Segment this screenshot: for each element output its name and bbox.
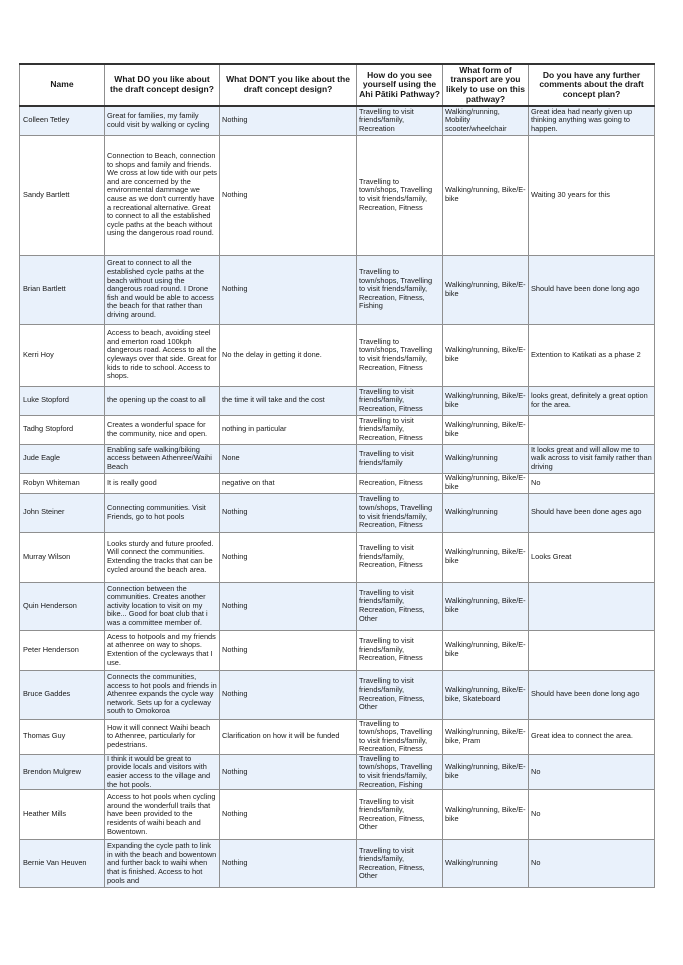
- header-use: How do you see yourself using the Ahi Pātiki Pathway?: [357, 64, 443, 106]
- cell-comments: Waiting 30 years for this: [529, 135, 655, 255]
- cell-comments: looks great, definitely a great option for the area.: [529, 386, 655, 415]
- cell-use: Travelling to town/shops, Travelling to visit friends/family, Recreation, Fitness: [357, 324, 443, 386]
- cell-comments: No: [529, 840, 655, 888]
- cell-transport: Walking/running, Bike/E-bike: [443, 324, 529, 386]
- table-row: [20, 386, 655, 415]
- table-row: [20, 324, 655, 386]
- cell-comments: No: [529, 790, 655, 840]
- table-body: [20, 106, 655, 888]
- cell-name: Quin Henderson: [20, 582, 105, 630]
- header-comments: Do you have any further comments about the draft concept plan?: [529, 64, 655, 106]
- cell-name: Sandy Bartlett: [20, 135, 105, 255]
- cell-name: Bruce Gaddes: [20, 670, 105, 719]
- table-row: [20, 444, 655, 473]
- cell-comments: [529, 630, 655, 670]
- cell-transport: Walking/running: [443, 444, 529, 473]
- cell-transport: Walking/running: [443, 840, 529, 888]
- cell-use: Travelling to town/shops, Travelling to visit friends/family, Recreation, Fitness, Fishing: [357, 255, 443, 324]
- cell-dislike: No the delay in getting it done.: [220, 324, 357, 386]
- cell-like: I think it would be great to provide locals and visitors with easier access to the village and the hot pools.: [105, 754, 220, 789]
- table-row: [20, 135, 655, 255]
- cell-name: Luke Stopford: [20, 386, 105, 415]
- table-row: [20, 790, 655, 840]
- cell-like: Looks sturdy and future proofed. Will connect the communities. Extending the tracks that can be cycled around the beach area.: [105, 532, 220, 582]
- cell-use: Travelling to visit friends/family, Recreation, Fitness: [357, 532, 443, 582]
- cell-name: Colleen Tetley: [20, 106, 105, 135]
- cell-dislike: Clarification on how it will be funded: [220, 719, 357, 754]
- cell-dislike: Nothing: [220, 493, 357, 532]
- cell-like: Great for families, my family could visit by walking or cycling: [105, 106, 220, 135]
- cell-dislike: Nothing: [220, 582, 357, 630]
- table-header-row: [20, 64, 655, 106]
- cell-use: Travelling to town/shops, Travelling to visit friends/family, Recreation, Fitness: [357, 719, 443, 754]
- cell-comments: Looks Great: [529, 532, 655, 582]
- cell-comments: No: [529, 754, 655, 789]
- cell-dislike: Nothing: [220, 106, 357, 135]
- cell-name: Kerri Hoy: [20, 324, 105, 386]
- cell-transport: Walking/running, Bike/E-bike: [443, 754, 529, 789]
- cell-use: Travelling to visit friends/family: [357, 444, 443, 473]
- cell-use: Recreation, Fitness: [357, 473, 443, 493]
- cell-dislike: the time it will take and the cost: [220, 386, 357, 415]
- cell-transport: Walking/running, Bike/E-bike: [443, 532, 529, 582]
- cell-comments: Should have been done long ago: [529, 670, 655, 719]
- table-row: [20, 670, 655, 719]
- cell-name: Brian Bartlett: [20, 255, 105, 324]
- cell-dislike: Nothing: [220, 135, 357, 255]
- cell-like: Creates a wonderful space for the community, nice and open.: [105, 415, 220, 444]
- cell-comments: No: [529, 473, 655, 493]
- cell-name: Jude Eagle: [20, 444, 105, 473]
- cell-like: Expanding the cycle path to link in with the beach and bowentown and further back to waihi when that is finished. Access to hot pools and: [105, 840, 220, 888]
- cell-name: Brendon Mulgrew: [20, 754, 105, 789]
- cell-use: Travelling to visit friends/family, Recreation, Fitness, Other: [357, 840, 443, 888]
- cell-like: Connection between the communities. Creates another activity location to visit on my bike... Good for boat club that i was a committee member of.: [105, 582, 220, 630]
- cell-transport: Walking/running, Bike/E-bike: [443, 255, 529, 324]
- table-row: [20, 532, 655, 582]
- cell-transport: Walking/running, Mobility scooter/wheelchair: [443, 106, 529, 135]
- cell-use: Travelling to visit friends/family, Recreation, Fitness, Other: [357, 790, 443, 840]
- cell-like: Acess to hotpools and my friends at athenree on way to shops. Extention of the cycleways that I use.: [105, 630, 220, 670]
- header-name: Name: [20, 64, 105, 106]
- cell-dislike: Nothing: [220, 790, 357, 840]
- cell-like: How it will connect Waihi beach to Athenree, particularly for pedestrians.: [105, 719, 220, 754]
- table-row: [20, 415, 655, 444]
- cell-transport: Walking/running, Bike/E-bike: [443, 790, 529, 840]
- cell-dislike: nothing in particular: [220, 415, 357, 444]
- cell-transport: Walking/running, Bike/E-bike: [443, 582, 529, 630]
- header-dislike: What DON'T you like about the draft concept design?: [220, 64, 357, 106]
- cell-transport: Walking/running, Bike/E-bike: [443, 473, 529, 493]
- cell-name: Heather Mills: [20, 790, 105, 840]
- cell-use: Travelling to visit friends/family, Recreation, Fitness: [357, 630, 443, 670]
- table-row: [20, 493, 655, 532]
- cell-transport: Walking/running, Bike/E-bike: [443, 415, 529, 444]
- cell-name: Peter Henderson: [20, 630, 105, 670]
- table-row: [20, 719, 655, 754]
- table-row: [20, 630, 655, 670]
- cell-dislike: Nothing: [220, 532, 357, 582]
- cell-use: Travelling to visit friends/family, Recreation, Fitness: [357, 386, 443, 415]
- cell-like: It is really good: [105, 473, 220, 493]
- cell-comments: Great idea to connect the area.: [529, 719, 655, 754]
- cell-comments: [529, 582, 655, 630]
- table-row: [20, 473, 655, 493]
- cell-dislike: Nothing: [220, 754, 357, 789]
- cell-dislike: Nothing: [220, 255, 357, 324]
- cell-like: Connecting communities. Visit Friends, go to hot pools: [105, 493, 220, 532]
- survey-table: [19, 63, 655, 888]
- cell-like: Connection to Beach, connection to shops and family and friends. We cross at low tide with our pets and are concerned by the environmental dammage we cause as we don't currently have a recreational alternative. Great to connect to all the established cycle paths at the beach without using the dangerous road round.: [105, 135, 220, 255]
- cell-use: Travelling to visit friends/family, Recreation, Fitness, Other: [357, 670, 443, 719]
- cell-transport: Walking/running, Bike/E-bike: [443, 135, 529, 255]
- cell-comments: It looks great and will allow me to walk across to visit family rather than driving: [529, 444, 655, 473]
- header-transport: What form of transport are you likely to use on this pathway?: [443, 64, 529, 106]
- header-like: What DO you like about the draft concept design?: [105, 64, 220, 106]
- cell-use: Travelling to visit friends/family, Recreation, Fitness: [357, 415, 443, 444]
- cell-comments: Should have been done long ago: [529, 255, 655, 324]
- cell-name: John Steiner: [20, 493, 105, 532]
- cell-dislike: negative on that: [220, 473, 357, 493]
- cell-like: Great to connect to all the established cycle paths at the beach without using the dangerous road round. I Drone fish and would be able to access the beach for that rather than driving around.: [105, 255, 220, 324]
- cell-use: Travelling to town/shops, Travelling to visit friends/family, Recreation, Fitness: [357, 493, 443, 532]
- cell-like: Connects the communities, access to hot pools and friends in Athenree expands the cycle way network. Sets up for a cycleway south to Omokoroa: [105, 670, 220, 719]
- table-row: [20, 754, 655, 789]
- cell-name: Tadhg Stopford: [20, 415, 105, 444]
- cell-transport: Walking/running, Bike/E-bike, Skateboard: [443, 670, 529, 719]
- cell-like: the opening up the coast to all: [105, 386, 220, 415]
- cell-like: Access to beach, avoiding steel and emerton road 100kph dangerous road. Access to all the cyleways over that side. Great for kids to ride to school. Access to shops.: [105, 324, 220, 386]
- cell-name: Bernie Van Heuven: [20, 840, 105, 888]
- table-row: [20, 106, 655, 135]
- cell-dislike: Nothing: [220, 630, 357, 670]
- cell-transport: Walking/running, Bike/E-bike, Pram: [443, 719, 529, 754]
- cell-dislike: Nothing: [220, 840, 357, 888]
- cell-name: Robyn Whiteman: [20, 473, 105, 493]
- cell-use: Travelling to town/shops, Travelling to visit friends/family, Recreation, Fishing: [357, 754, 443, 789]
- cell-dislike: None: [220, 444, 357, 473]
- cell-comments: Great idea had nearly given up thinking anything was going to happen.: [529, 106, 655, 135]
- cell-transport: Walking/running: [443, 493, 529, 532]
- table-row: [20, 582, 655, 630]
- cell-comments: [529, 415, 655, 444]
- table-row: [20, 255, 655, 324]
- cell-name: Murray Wilson: [20, 532, 105, 582]
- cell-name: Thomas Guy: [20, 719, 105, 754]
- cell-transport: Walking/running, Bike/E-bike: [443, 386, 529, 415]
- cell-dislike: Nothing: [220, 670, 357, 719]
- cell-use: Travelling to visit friends/family, Recreation: [357, 106, 443, 135]
- cell-comments: Extention to Katikati as a phase 2: [529, 324, 655, 386]
- cell-comments: Should have been done ages ago: [529, 493, 655, 532]
- cell-use: Travelling to town/shops, Travelling to visit friends/family, Recreation, Fitness: [357, 135, 443, 255]
- cell-like: Enabling safe walking/biking access between Athenree/Waihi Beach: [105, 444, 220, 473]
- cell-use: Travelling to visit friends/family, Recreation, Fitness, Other: [357, 582, 443, 630]
- cell-transport: Walking/running, Bike/E-bike: [443, 630, 529, 670]
- cell-like: Access to hot pools when cycling around the wonderfull trails that have been provided to the residents of waihi beach and Bowentown.: [105, 790, 220, 840]
- table-row: [20, 840, 655, 888]
